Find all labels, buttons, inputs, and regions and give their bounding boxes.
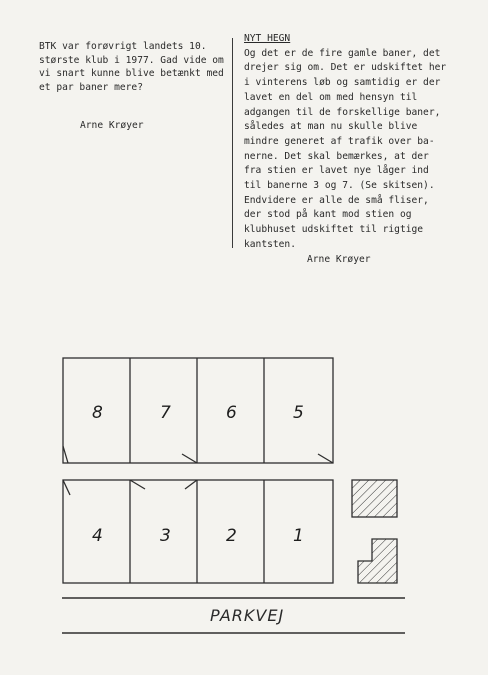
right-line-6: således at man nu skulle blive — [244, 121, 418, 133]
right-line-4: lavet en del om med hensyn til — [244, 91, 418, 103]
right-line-11: Endvidere er alle de små fliser, — [244, 194, 429, 206]
right-line-8: nerne. Det skal bemærkes, at der — [244, 150, 429, 162]
right-line-7: mindre generet af trafik over ba- — [244, 135, 435, 147]
right-signature: Arne Krøyer — [307, 254, 371, 265]
right-line-1: Og det er de fire gamle baner, det — [244, 47, 441, 59]
court-label-6: 6 — [226, 403, 237, 423]
court-label-8: 8 — [92, 403, 103, 423]
article-heading: NYT HEGN — [244, 33, 291, 44]
right-line-10: til banerne 3 og 7. (Se skitsen). — [244, 180, 435, 192]
court-label-4: 4 — [92, 526, 103, 546]
right-line-2: drejer sig om. Det er udskiftet her — [244, 62, 447, 74]
left-line-4: et par baner mere? — [39, 81, 143, 93]
right-line-12: der stod på kant mod stien og — [244, 209, 412, 221]
street-label: PARKVEJ — [210, 606, 285, 625]
clubhouse-hatched-block — [352, 480, 397, 517]
right-line-9: fra stien er lavet nye låger ind — [244, 165, 429, 177]
court-label-1: 1 — [293, 526, 304, 546]
left-line-2: største klub i 1977. Gad vide om — [39, 54, 224, 66]
left-signature: Arne Krøyer — [80, 120, 144, 131]
court-label-5: 5 — [293, 403, 304, 423]
left-line-1: BTK var forøvrigt landets 10. — [39, 41, 207, 52]
hatched-building-small — [358, 539, 397, 583]
court-label-3: 3 — [160, 526, 171, 546]
court-label-7: 7 — [160, 403, 171, 423]
left-line-3: vi snart kunne blive betænkt med — [39, 68, 224, 79]
right-line-3: i vinterens løb og samtidig er der — [244, 77, 441, 89]
right-line-5: adgangen til de forskellige baner, — [244, 106, 441, 118]
right-line-13: klubhuset udskiftet til rigtige — [244, 224, 424, 236]
right-line-14: kantsten. — [244, 238, 296, 250]
court-label-2: 2 — [226, 526, 237, 546]
